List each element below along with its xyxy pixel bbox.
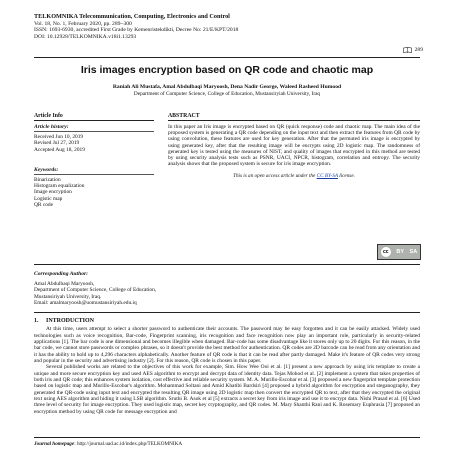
open-access-note (168, 173, 420, 179)
paper-affiliation: Department of Computer Science, College of Education, Mustansiryiah University, Iraq (133, 91, 321, 97)
paper-authors: Raniah Ali Mustafa, Amal Abdulbaqi Maryoosh, Dena Nadir George, Waleed Rasheed Humood (112, 84, 342, 90)
keyword-item: Image encryption (34, 189, 72, 196)
cc-sa-label: SA (409, 249, 418, 255)
journal-name: TELKOMNIKA Telecommunication, Computing, Electronics and Control (34, 13, 230, 20)
header-rule (34, 57, 420, 58)
corr-name: Amal Abdulbaqi Maryoosh, (34, 281, 95, 287)
keyword-item: QR code (34, 202, 54, 209)
corresponding-author (34, 271, 420, 306)
keywords-heading: Keywords: (34, 167, 154, 175)
footer-label: Journal homepage (34, 441, 75, 447)
footer-url[interactable]: : http://journal.uad.ac.id/index.php/TELKOMNIKA (74, 441, 183, 447)
cc-license-badge[interactable] (377, 244, 421, 260)
history-accepted: Accepted Aug 18, 2019 (34, 146, 85, 153)
keywords-list (34, 177, 154, 208)
intro-title: INTRODUCTION (46, 318, 95, 324)
oa-suffix: license. (337, 173, 355, 180)
cc-by-label: BY (396, 249, 404, 255)
abstract-rule (34, 264, 420, 265)
footer-rule (34, 437, 420, 438)
cc-logo-icon: cc (381, 247, 391, 257)
cc-license-link[interactable]: CC BY-SA (316, 173, 338, 180)
journal-doi: DOI: 10.12928/TELKOMNIKA.v18i1.13293 (34, 33, 137, 40)
history-received: Received Jun 10, 2019 (34, 134, 84, 140)
corr-rule (34, 312, 420, 313)
article-info-heading: Article Info (34, 113, 154, 121)
intro-number: 1. (34, 318, 39, 324)
keyword-item: Binarization (34, 176, 61, 183)
book-icon (403, 47, 412, 53)
history-revised: Revised Jul 27, 2019 (34, 140, 80, 147)
journal-footer (34, 441, 420, 447)
keyword-item: Histogram equalization (34, 183, 85, 190)
article-history (34, 134, 154, 153)
paper-title: Iris images encryption based on QR code and chaotic map (80, 64, 374, 76)
corr-email: Email: amalmaryoosh@uomustansiriyah.edu.iq (34, 299, 137, 306)
journal-header (34, 14, 424, 40)
intro-heading (34, 318, 420, 324)
corresponding-heading: Corresponding Author: (34, 271, 89, 277)
abstract-text: In this paper an Iris image is encrypted based on QR (quick response) code and chaotic map. The main idea of the proposed system is generating a QR code depending on the input text and then extract the features from QR code by using convolution, these features are used for key generation. After that the permuted iris image is encrypted by using generated key, after that the resulting image will be encrypts using 2D logistic map. The randomness of generated key is tested using the measures of NIST, and quality of images that encrypted in this method are tested by using security analysis tests such as PSNR, UACI, NPCR, histogram, correlation and entropy. The security analysis shows that the proposed system is secure for iris image encryption. (168, 124, 420, 168)
corr-dept: Department of Computer Science, College of Education, (34, 287, 157, 294)
corresponding-details (34, 281, 420, 306)
journal-issn: ISSN: 1693-6930, accredited First Grade by Kemenristekdikti, Decree No: 21/E/KPT/2018 (34, 27, 239, 34)
journal-issue: Vol. 18, No. 1, February 2020, pp. 289~300 (34, 20, 132, 27)
page-number-value: 289 (414, 47, 423, 53)
introduction-section (34, 318, 420, 415)
intro-paragraph-1: At this time, users attempt to select a shorter password to authenticate their accounts. The password may be easy forgotten and it can be easily attacked. Widely used technologies such as voice recognition, Bar-code, Fingerprint scanning, iris recognition and face recognition now play an important role, particularly in security-related applications [1]. The bar code is one dimensional and becomes illegible when damaged. Bar-code has some disadvantage like it stores only up to 20 digits. For this reason, in the bar code, we cannot store passwords or complex phrases, so it doesn't provide the best method for authentication. QR codes are 2D barcode can be read from any orientation and it has the ability to hold up to 4,296 characters alphabetically. Another feature of QR code is that it can be read after partly damaged. Make it's feature of QR codes very strong and popular in the security and advertising industry [2]. For this reason, QR code is chosen in this paper. (34, 326, 420, 365)
abstract-section (168, 113, 420, 179)
article-info (34, 113, 154, 208)
oa-prefix: This is an open access article under the (233, 173, 317, 180)
page-number (403, 47, 423, 53)
article-history-heading: Article history: (34, 124, 154, 132)
abstract-heading: ABSTRACT (168, 113, 420, 121)
corr-univ: Mustansiriyah University, Iraq. (34, 293, 102, 300)
keyword-item: Logistic map (34, 195, 63, 202)
intro-paragraph-2: Several published works are related to the objectives of this work for example, Sim. How Wee Ooi et al. [1] present a new approach by using iris template to create a unique and more secure encryption key and used AES algorithm to encrypt and decrypt data of identity data. Tejas Mohod et al. [2] implement a system that takes properties of both iris and QR code; this enhances system isolation, cost effective and reliable security system. M. A. Murillo-Escobar et al. [3] proposed a new fingerprint template protection based on logistic map and Murillo-Escobar's algorithm. Mohammad Soltani and Amid Khatibi Bardsiri [4] proposed a hybrid algorithm for encryption and steganography, they generated the QR-code using input text and encrypted the resulting QR image using 2D logistic map then convert the encrypted QR to text, after that they encrypted the original text using AES algorithm and hiding it using LSB algorithm. Sruthi B. Asok et al [5] extracts a secret key from iris image and use it to encrypt data. Nishi Prasad et al. [6] Used three level of security for image encryption. They used logistic map, secret key cryptography, and QR codes. M. Mary Shanthi Rani and K. Rosemary Euphrasia [7] proposed an encryption method by using QR code for message encryption and (34, 364, 420, 415)
